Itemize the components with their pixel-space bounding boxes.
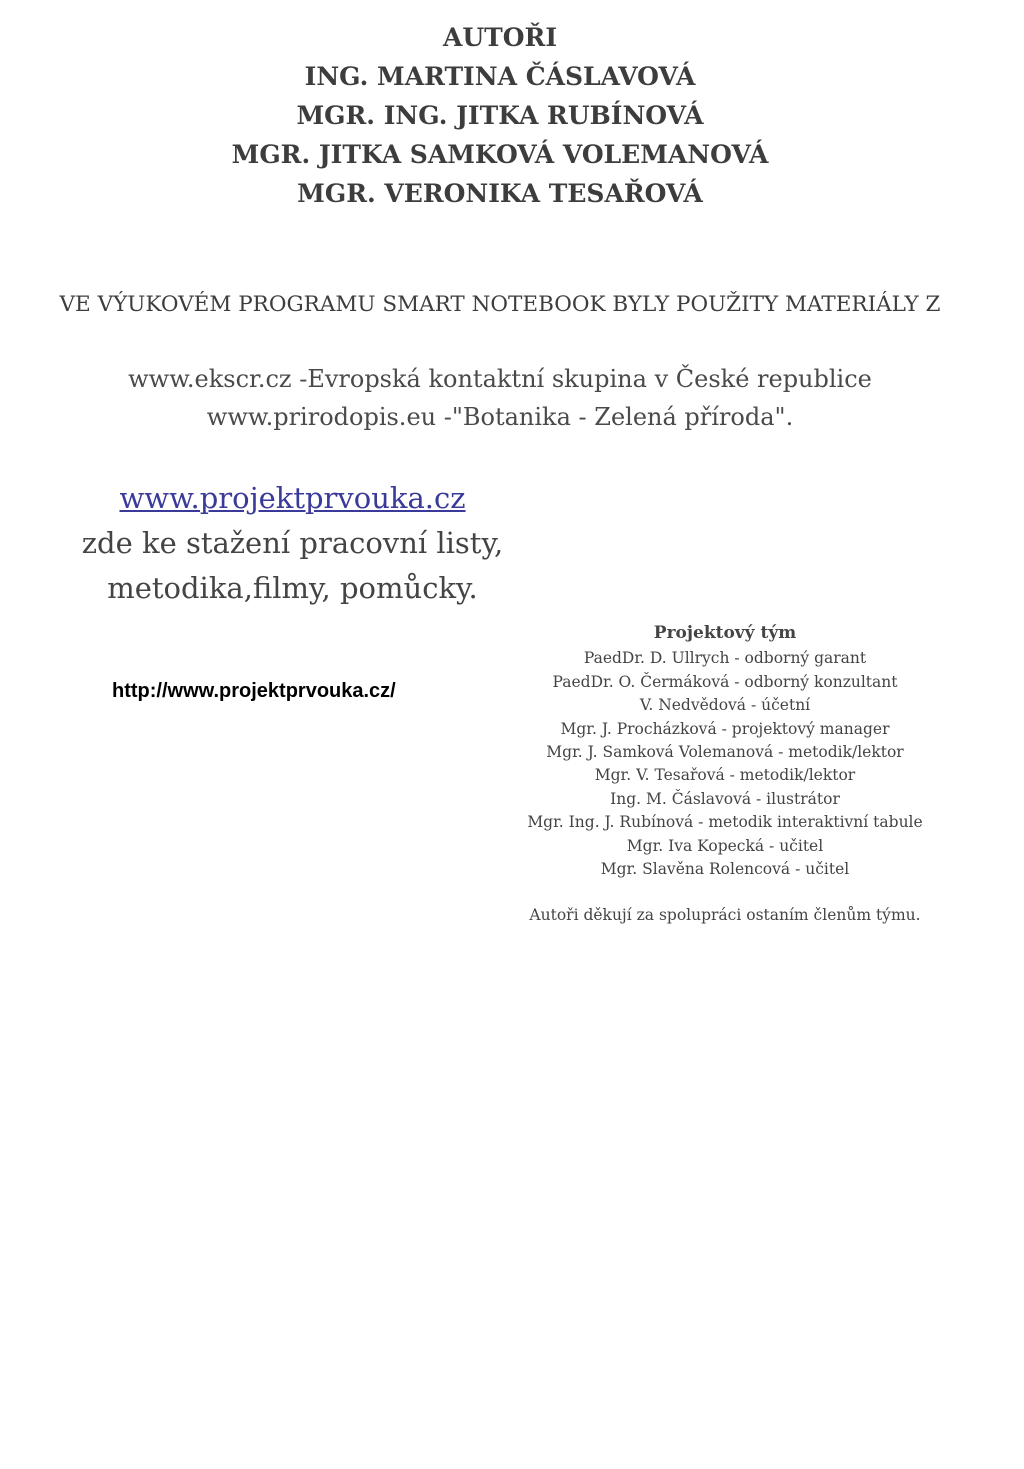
download-text-line: zde ke stažení pracovní listy, [81,526,504,560]
authors-heading: AUTOŘI [442,23,558,52]
download-text-line: metodika,filmy, pomůcky. [107,571,478,605]
team-member: Mgr. V. Tesařová - metodik/lektor [594,766,856,785]
download-section [30,476,555,611]
team-member: PaedDr. D. Ullrych - odborný garant [583,649,867,668]
author-name: MGR. JITKA SAMKOVÁ VOLEMANOVÁ [231,140,769,169]
source-item: www.prirodopis.eu -"Botanika - Zelená příroda". [206,403,794,431]
team-member: Ing. M. Čáslavová - ilustrátor [610,789,840,808]
sources-list [0,360,1000,436]
team-member: PaedDr. O. Čermáková - odborný konzultant [552,672,898,691]
author-name: MGR. VERONIKA TESAŘOVÁ [297,179,703,208]
team-member: Mgr. J. Samková Volemanová - metodik/lektor [546,743,904,762]
author-name: ING. MARTINA ČÁSLAVOVÁ [304,62,696,91]
team-member: Mgr. J. Procházková - projektový manager [560,719,890,738]
team-thanks: Autoři děkují za spolupráci ostaním členům týmu. [529,906,921,925]
author-name: MGR. ING. JITKA RUBÍNOVÁ [296,101,704,130]
site-url-link[interactable]: http://www.projektprvouka.cz/ [112,680,396,702]
project-team-section [510,622,940,928]
authors-section [0,18,1000,213]
source-item: www.ekscr.cz -Evropská kontaktní skupina v České republice [128,365,872,393]
team-title: Projektový tým [653,623,797,643]
project-link[interactable]: www.projektprvouka.cz [119,481,466,515]
team-member: Mgr. Slavěna Rolencová - učitel [600,860,850,879]
team-member: Mgr. Ing. J. Rubínová - metodik interaktivní tabule [527,813,923,832]
team-member: Mgr. Iva Kopecká - učitel [626,836,824,855]
materials-heading: VE VÝUKOVÉM PROGRAMU SMART NOTEBOOK BYLY POUŽITY MATERIÁLY Z [59,292,941,317]
team-member: V. Nedvědová - účetní [639,696,811,715]
